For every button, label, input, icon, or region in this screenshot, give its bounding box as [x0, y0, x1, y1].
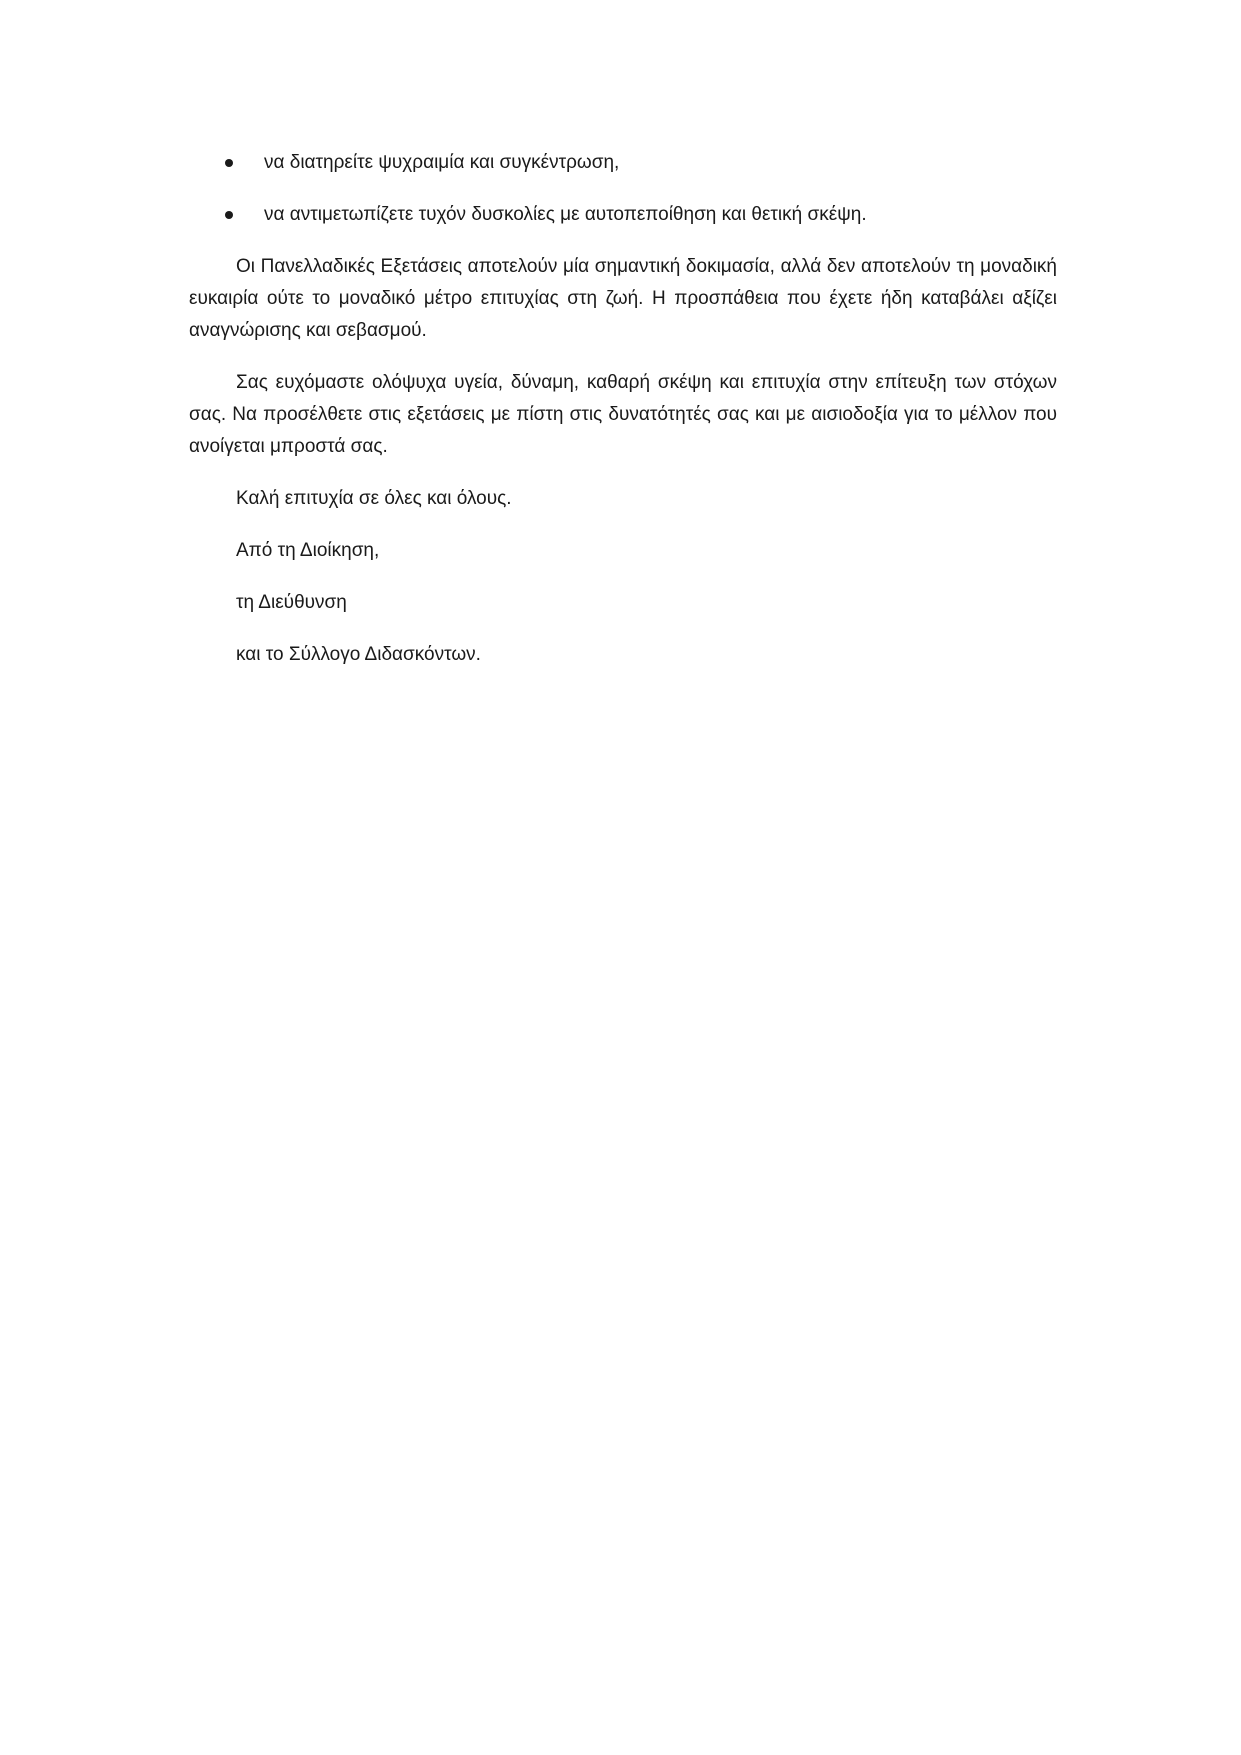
signature-line-teachers: και το Σύλλογο Διδασκόντων.	[236, 644, 481, 665]
document-body	[189, 147, 1057, 691]
list-item	[189, 199, 1057, 231]
signature-line-administration: Από τη Διοίκηση,	[236, 540, 380, 561]
paragraph-exams: Οι Πανελλαδικές Εξετάσεις αποτελούν μία σημαντική δοκιμασία, αλλά δεν αποτελούν τη μοναδική ευκαιρία ούτε το μοναδικό μέτρο επιτυχίας στη ζωή. Η προσπάθεια που έχετε ήδη καταβάλει αξίζει αναγνώρισης και σεβασμού.	[189, 256, 1057, 341]
bullet-icon	[225, 211, 233, 219]
paragraph-wishes: Σας ευχόμαστε ολόψυχα υγεία, δύναμη, καθαρή σκέψη και επιτυχία στην επίτευξη των στόχων σας. Να προσέλθετε στις εξετάσεις με πίστη στις δυνατότητές σας και με αισιοδοξία για το μέλλον που ανοίγεται μπροστά σας.	[189, 372, 1057, 457]
bullet-text: να αντιμετωπίζετε τυχόν δυσκολίες με αυτοπεποίθηση και θετική σκέψη.	[264, 204, 867, 225]
bullet-icon	[225, 159, 233, 167]
list-item	[189, 147, 1057, 179]
bullet-list	[189, 147, 1057, 231]
signature-line-directorate: τη Διεύθυνση	[236, 592, 347, 613]
closing-wish: Καλή επιτυχία σε όλες και όλους.	[236, 488, 512, 509]
bullet-text: να διατηρείτε ψυχραιμία και συγκέντρωση,	[264, 152, 620, 173]
